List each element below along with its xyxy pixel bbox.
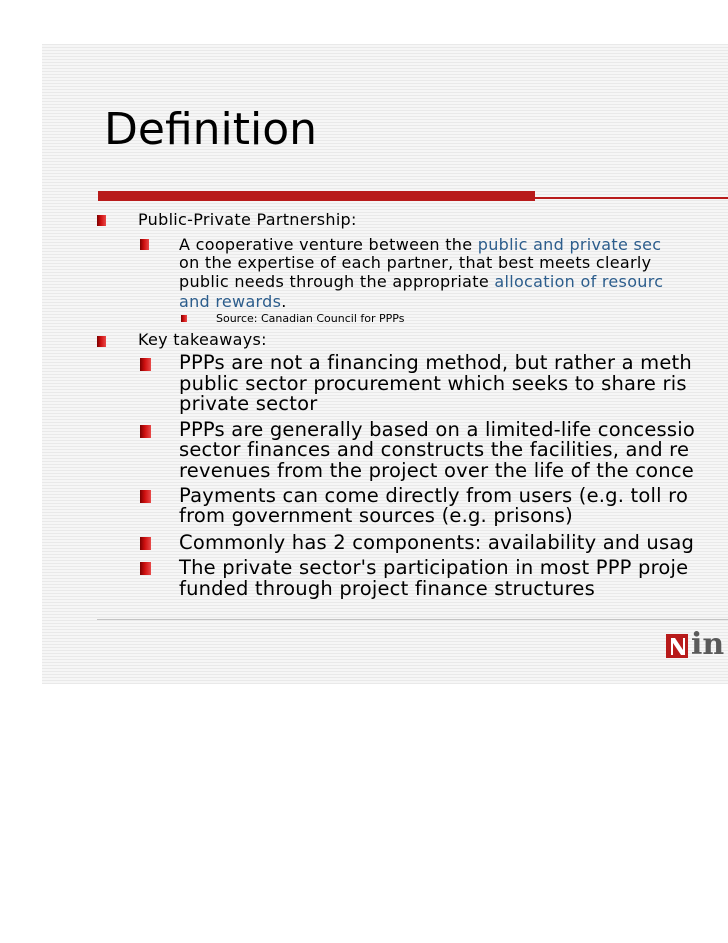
- definition-link-rewards: and rewards: [179, 292, 282, 311]
- takeaway-3-line-1: Payments can come directly from users (e.g. toll ro: [179, 484, 689, 507]
- takeaway-2-line-2: sector finances and constructs the facilities, and re: [179, 438, 690, 461]
- takeaway-5-line-2: funded through project finance structures: [179, 577, 595, 600]
- bullet-text-key-takeaways: Key takeaways:: [138, 330, 267, 349]
- slide-title: Definition: [104, 104, 318, 155]
- definition-line-2: on the expertise of each partner, that best meets clearly: [179, 253, 652, 272]
- definition-link-allocation: allocation of resourc: [494, 272, 664, 291]
- takeaway-4-line-1: Commonly has 2 components: availability and usag: [179, 531, 695, 554]
- slide: [42, 44, 728, 684]
- takeaway-2-line-3: revenues from the project over the life of the conce: [179, 459, 694, 482]
- takeaway-3-line-2: from government sources (e.g. prisons): [179, 504, 573, 527]
- takeaway-1-line-2: public sector procurement which seeks to share ris: [179, 372, 687, 395]
- bullet-icon: [181, 315, 187, 322]
- bullet-text-ppp: Public-Private Partnership:: [138, 210, 357, 229]
- bullet-icon: [140, 239, 149, 250]
- bullet-icon: [97, 336, 106, 347]
- takeaway-2-line-1: PPPs are generally based on a limited-life concessio: [179, 418, 695, 441]
- bullet-icon: [140, 358, 151, 371]
- bullet-icon: [140, 562, 151, 575]
- company-logo: [666, 629, 728, 665]
- source-text: Source: Canadian Council for PPPs: [216, 312, 405, 325]
- definition-line-3: public needs through the appropriate allocation of resourc: [179, 272, 664, 291]
- takeaway-5-line-1: The private sector's participation in most PPP proje: [179, 556, 689, 579]
- bullet-icon: [140, 425, 151, 438]
- logo-text: in: [691, 627, 725, 662]
- bullet-icon: [140, 537, 151, 550]
- logo-mark-icon: [666, 634, 688, 658]
- bullet-icon: [140, 490, 151, 503]
- definition-line-1: A cooperative venture between the public and private sec: [179, 235, 662, 254]
- takeaway-1-line-1: PPPs are not a financing method, but rather a meth: [179, 351, 692, 374]
- footer-divider: [97, 619, 728, 620]
- takeaway-1-line-3: private sector: [179, 392, 318, 415]
- bullet-icon: [97, 215, 106, 226]
- slide-content: [42, 44, 728, 684]
- definition-line-4: and rewards.: [179, 292, 287, 311]
- definition-link-public-private: public and private sec: [477, 235, 662, 254]
